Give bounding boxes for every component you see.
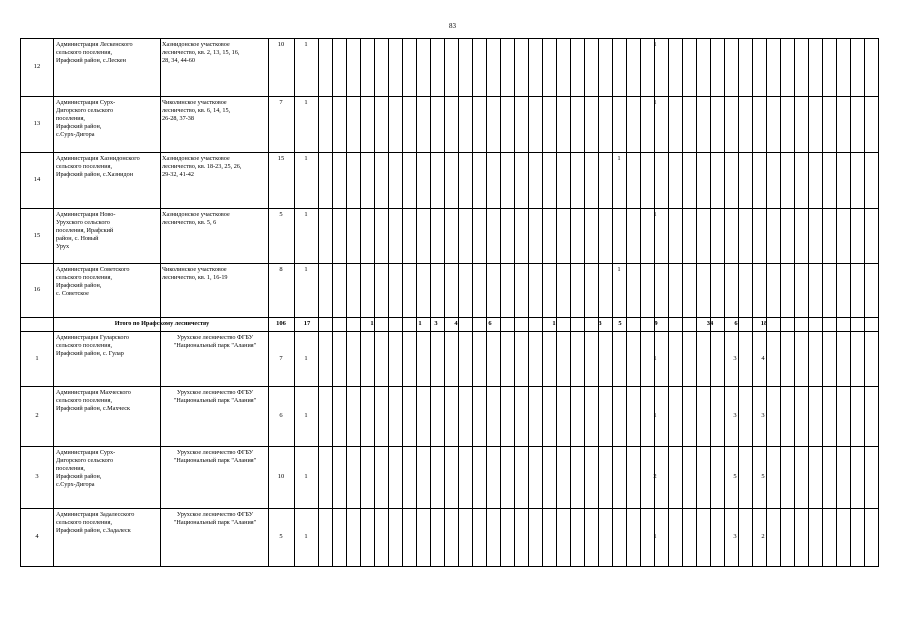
org-name: Администрация Задалесского сельского поселения, Ирафский район, с.Задалеск — [56, 511, 135, 534]
total-value: 7 — [279, 354, 283, 362]
count-value: 1 — [304, 412, 308, 419]
forestry-name: Урухское лесничество ФГБУ "Национальный парк "Алания" — [173, 389, 257, 404]
value-c: 2 — [761, 533, 765, 540]
org-name: Администрация Гуларского сельского поселения, Ирафский район, с. Гулар — [56, 334, 129, 357]
grid-line-v — [472, 38, 473, 567]
summary-value: 5 — [618, 320, 622, 327]
grid-line-v — [556, 38, 557, 567]
grid-line-h — [20, 152, 879, 153]
value-c: 3 — [761, 412, 765, 419]
grid-line-v — [542, 38, 543, 567]
grid-line-v — [374, 38, 375, 567]
value-c: 4 — [761, 354, 765, 362]
row-number: 1 — [35, 354, 39, 362]
grid-line-v — [444, 38, 445, 567]
forestry-name: Урухское лесничество ФГБУ "Национальный парк "Алания" — [173, 334, 257, 349]
grid-line-v — [458, 38, 459, 567]
value-a: 1 — [653, 354, 657, 362]
summary-value: 6 — [734, 320, 738, 327]
count-value: 1 — [304, 533, 308, 540]
row-number: 15 — [33, 231, 41, 239]
grid-line-v — [430, 38, 431, 567]
grid-line-h — [20, 263, 879, 264]
row-number: 3 — [35, 473, 39, 480]
grid-line-h — [20, 566, 879, 567]
grid-line-h — [20, 317, 879, 318]
summary-value: 106 — [276, 320, 286, 327]
mark-value: 1 — [617, 155, 621, 162]
grid-line-v — [584, 38, 585, 567]
total-value: 10 — [277, 41, 285, 48]
grid-line-v — [612, 38, 613, 567]
mark-value: 1 — [617, 266, 621, 273]
grid-line-h — [20, 331, 879, 332]
grid-line-v — [514, 38, 515, 567]
grid-line-v — [682, 38, 683, 567]
summary-value: 18 — [760, 320, 768, 327]
row-number: 4 — [35, 533, 39, 540]
grid-line-h — [20, 386, 879, 387]
total-value: 5 — [279, 533, 283, 540]
total-value: 10 — [277, 473, 285, 480]
grid-line-v — [850, 38, 851, 567]
grid-line-v — [416, 38, 417, 567]
org-name: Администрация Ново- Урухского сельского поселения, Ирафский район, с. Новый Урух — [56, 211, 116, 250]
org-name: Администрация Лескенского сельского поселения, Ирафский район, с.Лескен — [56, 41, 133, 64]
forestry-name: Урухское лесничество ФГБУ "Национальный парк "Алания" — [173, 511, 257, 526]
org-name: Администрация Сурх- Дигорского сельского поселения, Ирафский район, с.Сурх-Дигора — [56, 99, 116, 138]
row-number: 14 — [33, 176, 41, 183]
mark-value: 1 — [653, 211, 657, 218]
row-number: 13 — [33, 120, 41, 127]
value-a: 1 — [653, 533, 657, 540]
count-value: 1 — [304, 211, 308, 218]
summary-value: 3 — [434, 320, 438, 327]
summary-label: Итого по Ирафскому лесничеству — [114, 320, 210, 327]
mark-value: 1 — [653, 41, 657, 48]
count-value: 1 — [304, 155, 308, 162]
grid-line-v — [640, 38, 641, 567]
grid-line-v — [388, 38, 389, 567]
grid-line-v — [696, 38, 697, 567]
total-value: 8 — [279, 266, 283, 273]
grid-line-v — [332, 38, 333, 567]
summary-value: 34 — [706, 320, 714, 327]
total-value: 6 — [279, 412, 283, 419]
grid-line-v — [346, 38, 347, 567]
grid-line-v — [486, 38, 487, 567]
row-number: 12 — [33, 63, 41, 70]
grid-line-v — [752, 38, 753, 567]
value-c: 5 — [761, 473, 765, 480]
grid-line-h — [20, 96, 879, 97]
summary-value: 1 — [370, 320, 374, 327]
grid-line-v — [528, 38, 529, 567]
grid-line-v — [724, 38, 725, 567]
value-a: 2 — [653, 473, 657, 480]
summary-value: 1 — [552, 320, 556, 327]
forestry-name: Чиколинское участковое лесничество, кв. 6, 14, 15, 26-28, 37-38 — [162, 99, 231, 122]
grid-line-v — [836, 38, 837, 567]
grid-line-v — [822, 38, 823, 567]
grid-line-v — [668, 38, 669, 567]
org-name: Администрация Махческого сельского поселения, Ирафский район, с.Махческ — [56, 389, 131, 412]
summary-value: 9 — [654, 320, 658, 327]
grid-line-v — [710, 38, 711, 567]
forestry-name: Чиколинское участковое лесничество, кв. 1, 16-19 — [162, 266, 228, 281]
summary-value: 4 — [454, 320, 458, 327]
grid-line-v — [598, 38, 599, 567]
grid-line-h — [20, 38, 879, 39]
grid-line-v — [654, 38, 655, 567]
org-name: Администрация Сурх- Дигорского сельского поселения, Ирафский район, с.Сурх-Дигора — [56, 449, 116, 488]
grid-line-v — [738, 38, 739, 567]
grid-line-v — [626, 38, 627, 567]
grid-line-v — [360, 38, 361, 567]
grid-line-h — [20, 446, 879, 447]
grid-line-v — [500, 38, 501, 567]
count-value: 1 — [304, 473, 308, 480]
value-b: 5 — [733, 473, 737, 480]
grid-line-h — [20, 508, 879, 509]
count-value: 1 — [304, 266, 308, 273]
value-b: 3 — [733, 354, 737, 362]
mark-value: 1 — [653, 99, 657, 106]
forestry-name: Хазнидонское участковое лесничество, кв. 18-23, 25, 26, 29-32, 41-42 — [162, 155, 242, 178]
grid-line-v — [53, 38, 54, 567]
value-b: 3 — [733, 412, 737, 419]
count-value: 1 — [304, 354, 308, 362]
summary-value: 3 — [598, 320, 602, 327]
value-b: 3 — [733, 533, 737, 540]
row-number: 16 — [33, 286, 41, 293]
row-number: 2 — [35, 412, 39, 419]
summary-value: 6 — [488, 320, 492, 327]
page-number: 83 — [449, 22, 456, 30]
grid-line-v — [294, 38, 295, 567]
grid-line-v — [402, 38, 403, 567]
grid-line-v — [20, 38, 21, 567]
grid-line-v — [318, 38, 319, 567]
grid-line-v — [794, 38, 795, 567]
forestry-name: Хазнидонское участковое лесничество, кв. 5, 6 — [162, 211, 230, 226]
grid-line-v — [570, 38, 571, 567]
value-a: 1 — [653, 412, 657, 419]
grid-line-v — [766, 38, 767, 567]
grid-line-h — [20, 208, 879, 209]
total-value: 15 — [277, 155, 285, 162]
total-value: 7 — [279, 99, 283, 106]
grid-line-v — [268, 38, 269, 567]
count-value: 1 — [304, 41, 308, 48]
total-value: 5 — [279, 211, 283, 218]
forestry-name: Хазнидонское участковое лесничество, кв. 2, 13, 15, 16, 28, 34, 44-60 — [162, 41, 240, 64]
org-name: Администрация Советского сельского поселения, Ирафский район, с. Советское — [56, 266, 130, 297]
forestry-name: Урухское лесничество ФГБУ "Национальный парк "Алания" — [173, 449, 257, 464]
grid-line-v — [808, 38, 809, 567]
summary-value: 1 — [418, 320, 422, 327]
org-name: Администрация Хазнидонского сельского поселения, Ирафский район, с.Хазнидон — [56, 155, 140, 178]
grid-line-v — [878, 38, 879, 567]
summary-value: 17 — [303, 320, 311, 327]
count-value: 1 — [304, 99, 308, 106]
grid-line-v — [864, 38, 865, 567]
grid-line-v — [160, 38, 161, 567]
grid-line-v — [780, 38, 781, 567]
